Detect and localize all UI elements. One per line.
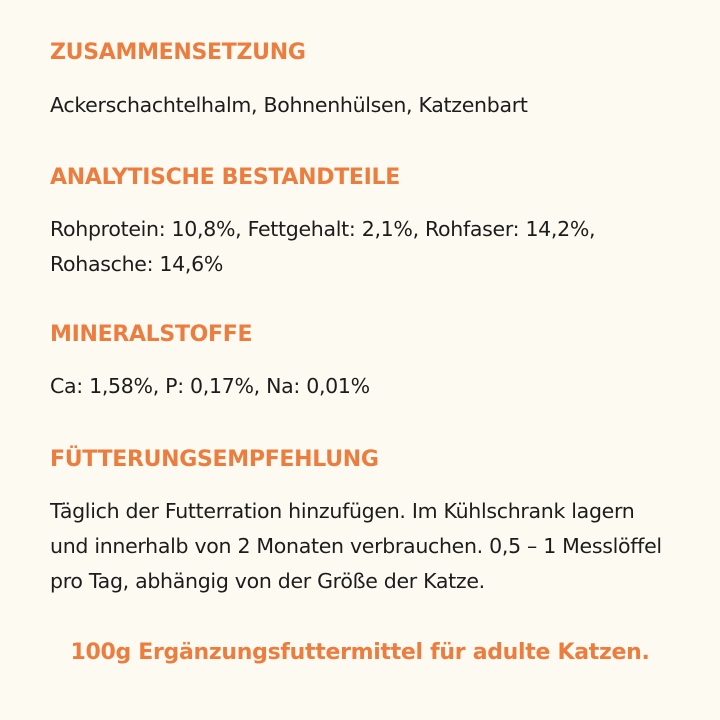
- analytical-constituents-heading: ANALYTISCHE BESTANDTEILE: [50, 165, 400, 190]
- composition-text: Ackerschachtelhalm, Bohnenhülsen, Katzenbart: [50, 93, 528, 117]
- composition-heading: ZUSAMMENSETZUNG: [50, 40, 306, 65]
- analytical-constituents-text: Rohprotein: 10,8%, Fettgehalt: 2,1%, Rohfaser: 14,2%, Rohasche: 14,6%: [50, 217, 596, 276]
- feeding-recommendation-text: Täglich der Futterration hinzufügen. Im Kühlschrank lagern und innerhalb von 2 Monaten verbrauchen. 0,5 – 1 Messlöffel pro Tag, abhängig von der Größe der Katze.: [50, 499, 662, 593]
- minerals-heading: MINERALSTOFFE: [50, 322, 253, 347]
- product-footer-note: 100g Ergänzungsfuttermittel für adulte Katzen.: [70, 640, 650, 665]
- feeding-recommendation-heading: FÜTTERUNGSEMPFEHLUNG: [50, 447, 379, 472]
- minerals-text: Ca: 1,58%, P: 0,17%, Na: 0,01%: [50, 374, 370, 398]
